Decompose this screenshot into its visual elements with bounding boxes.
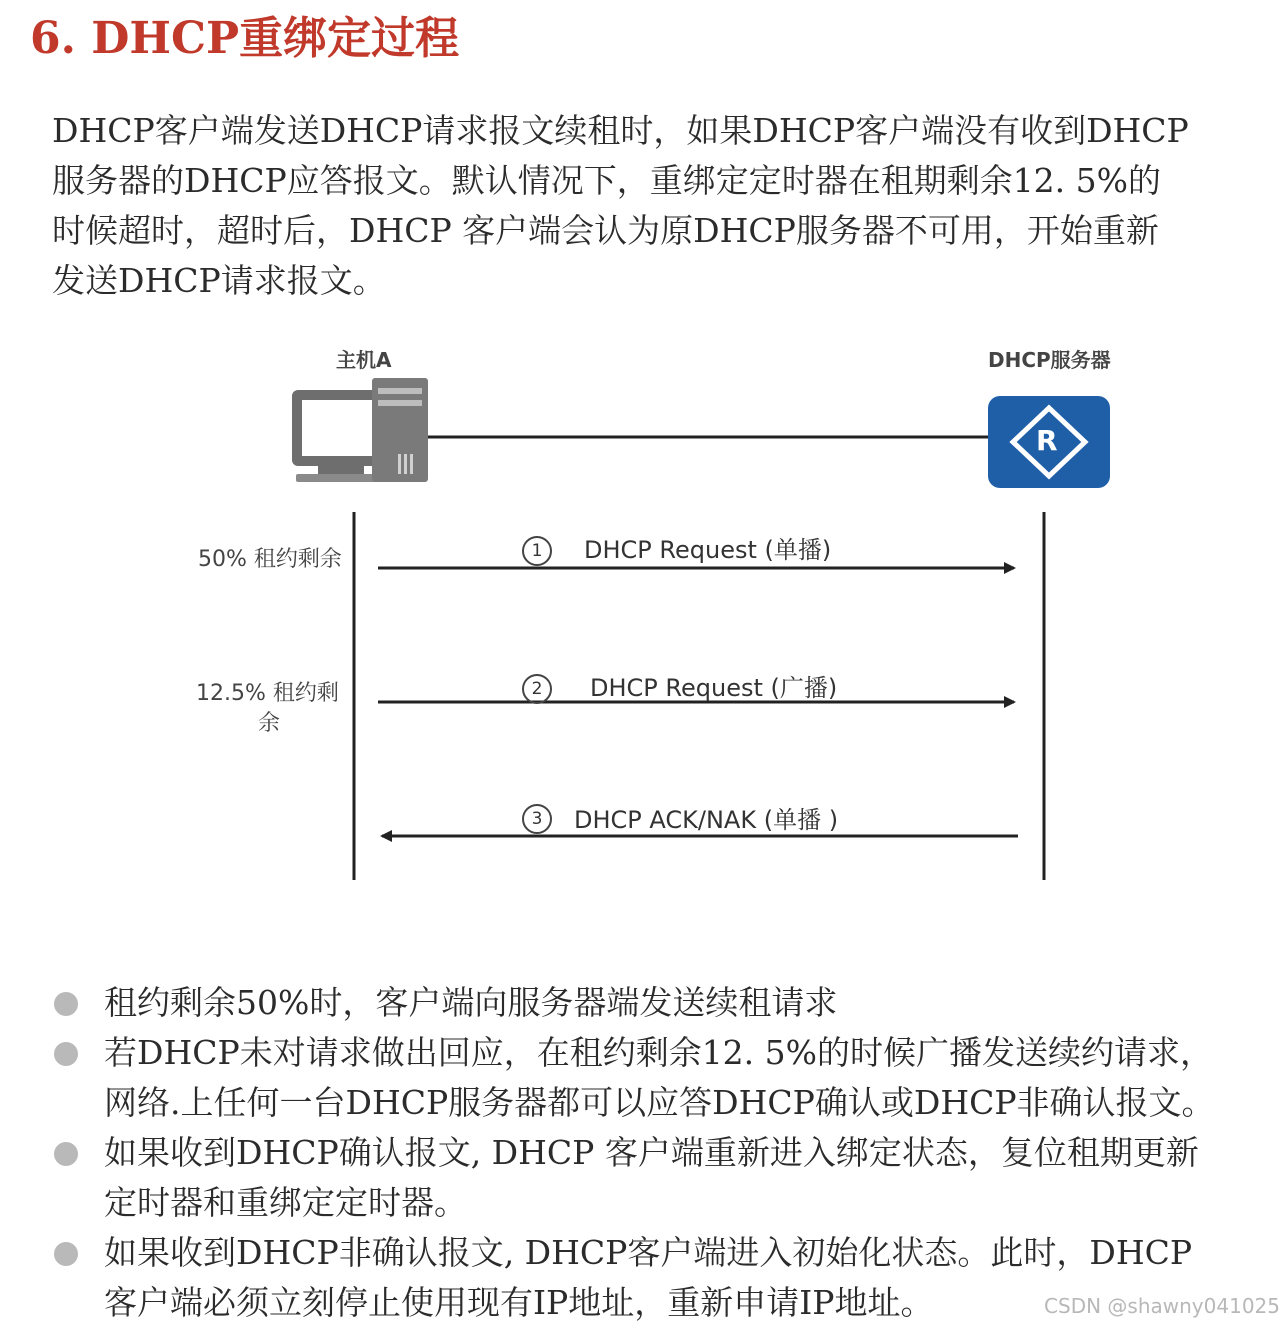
intro-line: 时候超时，超时后，DHCP 客户端会认为原DHCP服务器不可用，开始重新 — [52, 211, 1159, 250]
step-number-3: 3 — [522, 804, 552, 834]
list-item — [50, 1028, 1280, 1128]
step-number-1: 1 — [522, 536, 552, 566]
lease-50-label: 50% 租约剩余 — [198, 547, 342, 572]
bullet-text: 如果收到DHCP非确认报文, DHCP客户端进入初始化状态。此时，DHCP — [104, 1233, 1193, 1272]
bullet-list — [50, 978, 1280, 1328]
rebinding-sequence-diagram — [0, 330, 1284, 910]
intro-line: DHCP客户端发送DHCP请求报文续租时，如果DHCP客户端没有收到DHCP — [52, 111, 1189, 150]
bullet-text: 如果收到DHCP确认报文, DHCP 客户端重新进入绑定状态，复位租期更新 — [104, 1133, 1199, 1172]
bullet-text: 若DHCP未对请求做出回应，在租约剩余12. 5%的时候广播发送续约请求， — [104, 1033, 1214, 1072]
intro-line: 发送DHCP请求报文。 — [52, 261, 386, 300]
bullet-dot — [54, 1042, 78, 1066]
list-item — [50, 978, 1280, 1028]
router-icon-letter: R — [1036, 424, 1058, 457]
message-label-1: DHCP Request (单播) — [584, 536, 832, 564]
host-label: 主机A — [336, 348, 392, 372]
server-label: DHCP服务器 — [988, 348, 1111, 372]
bullet-text: 网络.上任何一台DHCP服务器都可以应答DHCP确认或DHCP非确认报文。 — [104, 1083, 1215, 1122]
list-item — [50, 1128, 1280, 1228]
intro-line: 服务器的DHCP应答报文。默认情况下，重绑定定时器在租期剩余12. 5%的 — [52, 161, 1162, 200]
page-title: 6. DHCP重绑定过程 — [30, 13, 460, 64]
bullet-text: 客户端必须立刻停止使用现有IP地址，重新申请IP地址。 — [104, 1283, 934, 1322]
bullet-dot — [54, 992, 78, 1016]
bullet-dot — [54, 1142, 78, 1166]
step-number-2: 2 — [522, 674, 552, 704]
message-label-3: DHCP ACK/NAK (单播 ) — [574, 806, 839, 834]
intro-paragraph — [52, 106, 1252, 306]
lease-12-5-label-cont: 余 — [258, 711, 281, 736]
bullet-dot — [54, 1242, 78, 1266]
bullet-text: 定时器和重绑定定时器。 — [104, 1183, 467, 1222]
bullet-text: 租约剩余50%时，客户端向服务器端发送续租请求 — [104, 983, 838, 1022]
message-label-2: DHCP Request (广播) — [590, 674, 838, 702]
watermark: CSDN @shawny041025 — [1044, 1294, 1280, 1318]
lease-12-5-label: 12.5% 租约剩 — [196, 681, 339, 706]
computer-icon — [292, 378, 428, 482]
